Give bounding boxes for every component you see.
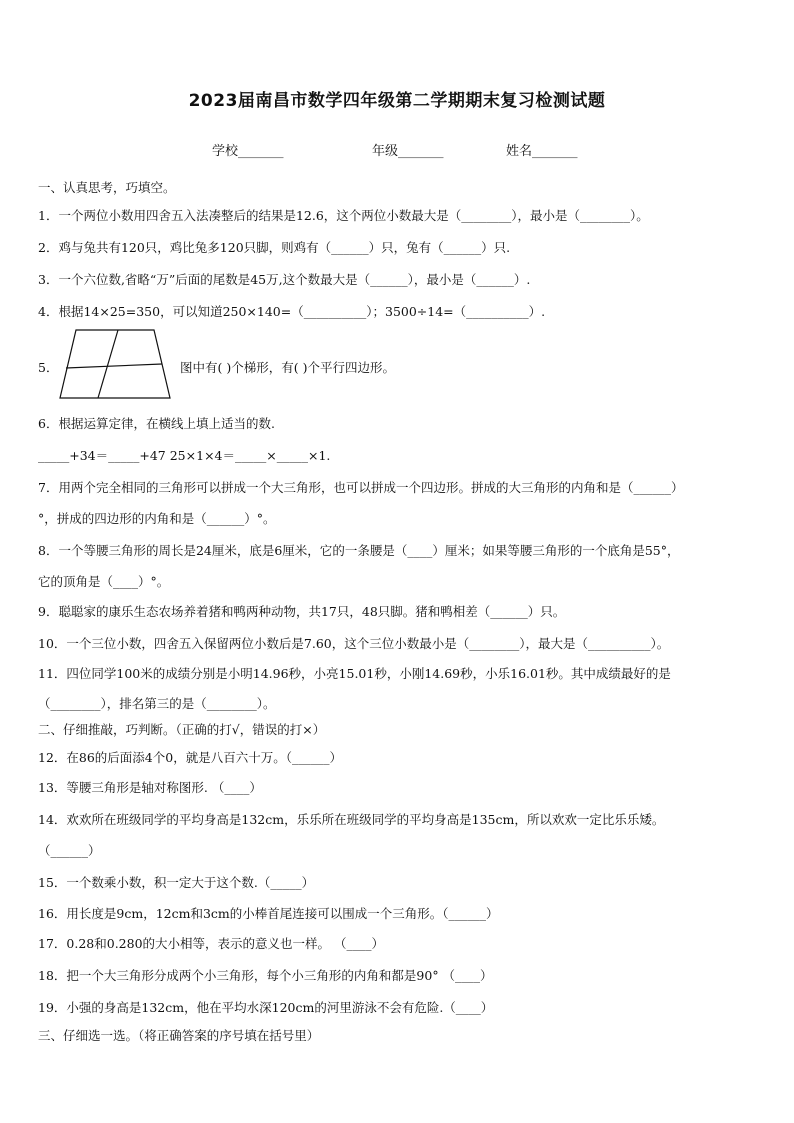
question-19: 19．小强的身高是132cm，他在平均水深120cm的河里游泳不会有危险.（____） [38,1000,494,1015]
question-4: 4．根据14×25=350，可以知道250×140=（__________）；3500÷14=（__________）. [38,304,546,319]
question-14-line-2: （______） [38,843,101,858]
horizontal-divider [66,364,162,368]
question-6-blanks: _____+34＝_____+47 25×1×4＝_____×_____×1. [38,448,331,463]
question-9: 9．聪聪家的康乐生态农场养着猪和鸭两种动物，共17只，48只脚。猪和鸭相差（______）只。 [38,604,566,619]
question-8-line-2: 它的顶角是（____）°。 [38,574,170,589]
question-18: 18．把一个大三角形分成两个小三角形，每个小三角形的内角和都是90° （____） [38,968,493,983]
question-11-line-1: 11．四位同学100米的成绩分别是小明14.96秒，小亮15.01秒，小刚14.69秒，小乐16.01秒。其中成绩最好的是 [38,666,671,681]
question-1: 1．一个两位小数用四舍五入法凑整后的结果是12.6，这个两位小数最大是（________），最小是（________）。 [38,208,649,223]
question-6: 6．根据运算定律，在横线上填上适当的数. [38,416,275,431]
trapezoid-figure [58,328,174,400]
question-7-line-1: 7．用两个完全相同的三角形可以拼成一个大三角形，也可以拼成一个四边形。拼成的大三角形的内角和是（______） [38,480,684,495]
question-5-text: 图中有( )个梯形，有( )个平行四边形。 [180,360,395,375]
question-3: 3．一个六位数,省略“万”后面的尾数是45万,这个数最大是（______），最小是（______）. [38,272,531,287]
question-11-line-2: （________），排名第三的是（________）。 [38,696,276,711]
question-8-line-1: 8．一个等腰三角形的周长是24厘米，底是6厘米，它的一条腰是（____）厘米；如果等腰三角形的一个底角是55°， [38,543,680,558]
section-1-heading: 一、认真思考，巧填空。 [38,180,176,195]
school-field: 学校_______ [212,144,284,159]
section-2-heading: 二、仔细推敲，巧判断。（正确的打√，错误的打×） [38,722,326,737]
slanted-divider [98,330,118,398]
question-10: 10．一个三位小数，四舍五入保留两位小数后是7.60，这个三位小数最小是（________），最大是（__________）。 [38,636,670,651]
question-17: 17．0.28和0.280的大小相等，表示的意义也一样。 （____） [38,936,384,951]
page-title: 2023届南昌市数学四年级第二学期期末复习检测试题 [188,91,606,111]
question-15: 15．一个数乘小数，积一定大于这个数.（_____） [38,875,315,890]
grade-field: 年级_______ [372,144,444,159]
section-3-heading: 三、仔细选一选。（将正确答案的序号填在括号里） [38,1028,320,1043]
name-field: 姓名_______ [506,144,578,159]
question-16: 16．用长度是9cm，12cm和3cm的小棒首尾连接可以围成一个三角形。（______） [38,906,499,921]
question-5-number: 5． [38,360,59,375]
question-2: 2．鸡与兔共有120只，鸡比兔多120只脚，则鸡有（______）只，兔有（______）只. [38,240,511,255]
question-13: 13．等腰三角形是轴对称图形. （____） [38,780,262,795]
question-14-line-1: 14．欢欢所在班级同学的平均身高是132cm，乐乐所在班级同学的平均身高是135cm，所以欢欢一定比乐乐矮。 [38,812,665,827]
question-7-line-2: °，拼成的四边形的内角和是（______）°。 [38,511,276,526]
question-12: 12．在86的后面添4个0，就是八百六十万。（______） [38,750,342,765]
